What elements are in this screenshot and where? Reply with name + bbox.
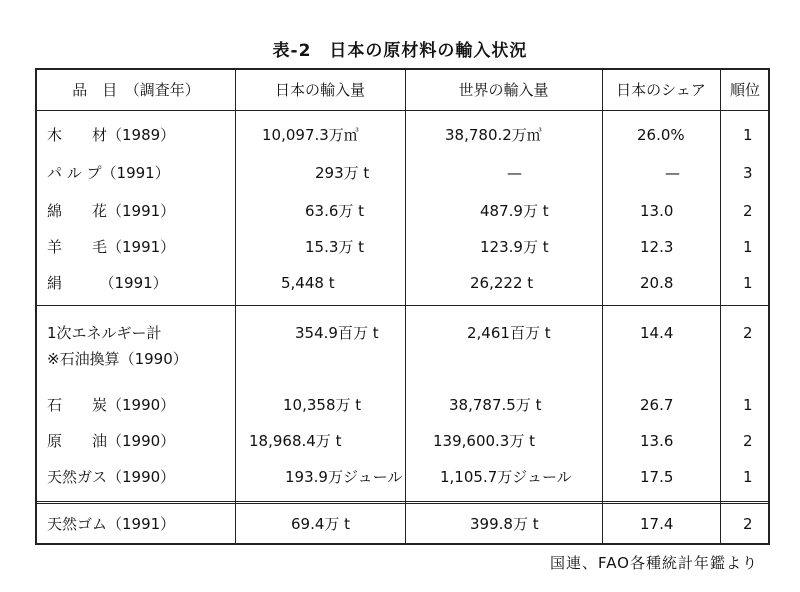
row-share: 14.4 [640, 324, 674, 342]
row-item-note: ※石油換算（1990） [47, 350, 188, 368]
row-share: 12.3 [640, 238, 674, 256]
row-world-import: 38,787.5万 t [449, 396, 542, 414]
row-japan-import: 354.9百万 t [295, 324, 379, 342]
row-item: パ ル プ（1991） [47, 164, 170, 182]
row-world-import: 2,461百万 t [467, 324, 551, 342]
row-japan-import: 63.6万 t [305, 202, 365, 220]
row-item: 羊 毛（1991） [47, 238, 176, 256]
row-item: 天然ガス（1990） [47, 468, 176, 486]
row-item: 1次エネルギー計 [47, 324, 162, 342]
row-world-import: 123.9万 t [480, 238, 549, 256]
source-note: 国連、FAO各種統計年鑑より [549, 554, 758, 572]
row-share: 13.0 [640, 202, 674, 220]
header-world-import: 世界の輸入量 [458, 81, 549, 99]
header-item: 品 目 （調査年） [72, 81, 200, 99]
row-share: 17.4 [640, 515, 674, 533]
header-japan-import: 日本の輸入量 [274, 81, 365, 99]
column-divider [405, 70, 406, 543]
row-rank: 2 [743, 324, 753, 342]
section-divider [37, 501, 768, 504]
row-world-import: — [507, 164, 522, 182]
row-item: 綿 花（1991） [47, 202, 176, 220]
row-share: 13.6 [640, 432, 674, 450]
row-rank: 1 [743, 126, 753, 144]
row-share: — [665, 164, 680, 182]
header-japan-share: 日本のシェア [616, 81, 706, 99]
row-rank: 1 [743, 468, 753, 486]
row-japan-import: 193.9万ジュール [285, 468, 403, 486]
row-rank: 2 [743, 202, 753, 220]
row-japan-import: 10,097.3万㎥ [262, 126, 359, 144]
row-japan-import: 5,448 t [281, 274, 335, 292]
row-rank: 3 [743, 164, 753, 182]
row-rank: 2 [743, 515, 753, 533]
row-world-import: 26,222 t [470, 274, 534, 292]
section-divider [37, 305, 768, 306]
row-rank: 1 [743, 238, 753, 256]
row-world-import: 139,600.3万 t [433, 432, 535, 450]
row-world-import: 38,780.2万㎥ [445, 126, 542, 144]
row-share: 17.5 [640, 468, 674, 486]
row-japan-import: 69.4万 t [291, 515, 351, 533]
row-share: 20.8 [640, 274, 674, 292]
column-divider [235, 70, 236, 543]
row-item: 石 炭（1990） [47, 396, 176, 414]
row-japan-import: 15.3万 t [305, 238, 365, 256]
header-divider [37, 110, 768, 111]
header-rank: 順位 [729, 81, 760, 99]
row-item: 絹 （1991） [47, 274, 168, 292]
row-share: 26.0% [637, 126, 685, 144]
row-world-import: 1,105.7万ジュール [440, 468, 572, 486]
column-divider [720, 70, 721, 543]
row-japan-import: 10,358万 t [283, 396, 362, 414]
row-rank: 1 [743, 274, 753, 292]
row-item: 木 材（1989） [47, 126, 176, 144]
row-japan-import: 293万 t [315, 164, 370, 182]
row-item: 原 油（1990） [47, 432, 176, 450]
row-world-import: 487.9万 t [480, 202, 549, 220]
row-rank: 2 [743, 432, 753, 450]
row-rank: 1 [743, 396, 753, 414]
column-divider [602, 70, 603, 543]
import-table [35, 68, 770, 545]
row-world-import: 399.8万 t [470, 515, 539, 533]
row-share: 26.7 [640, 396, 674, 414]
row-item: 天然ゴム（1991） [47, 515, 176, 533]
table-title: 表-2 日本の原材料の輸入状況 [272, 41, 528, 61]
row-japan-import: 18,968.4万 t [249, 432, 342, 450]
